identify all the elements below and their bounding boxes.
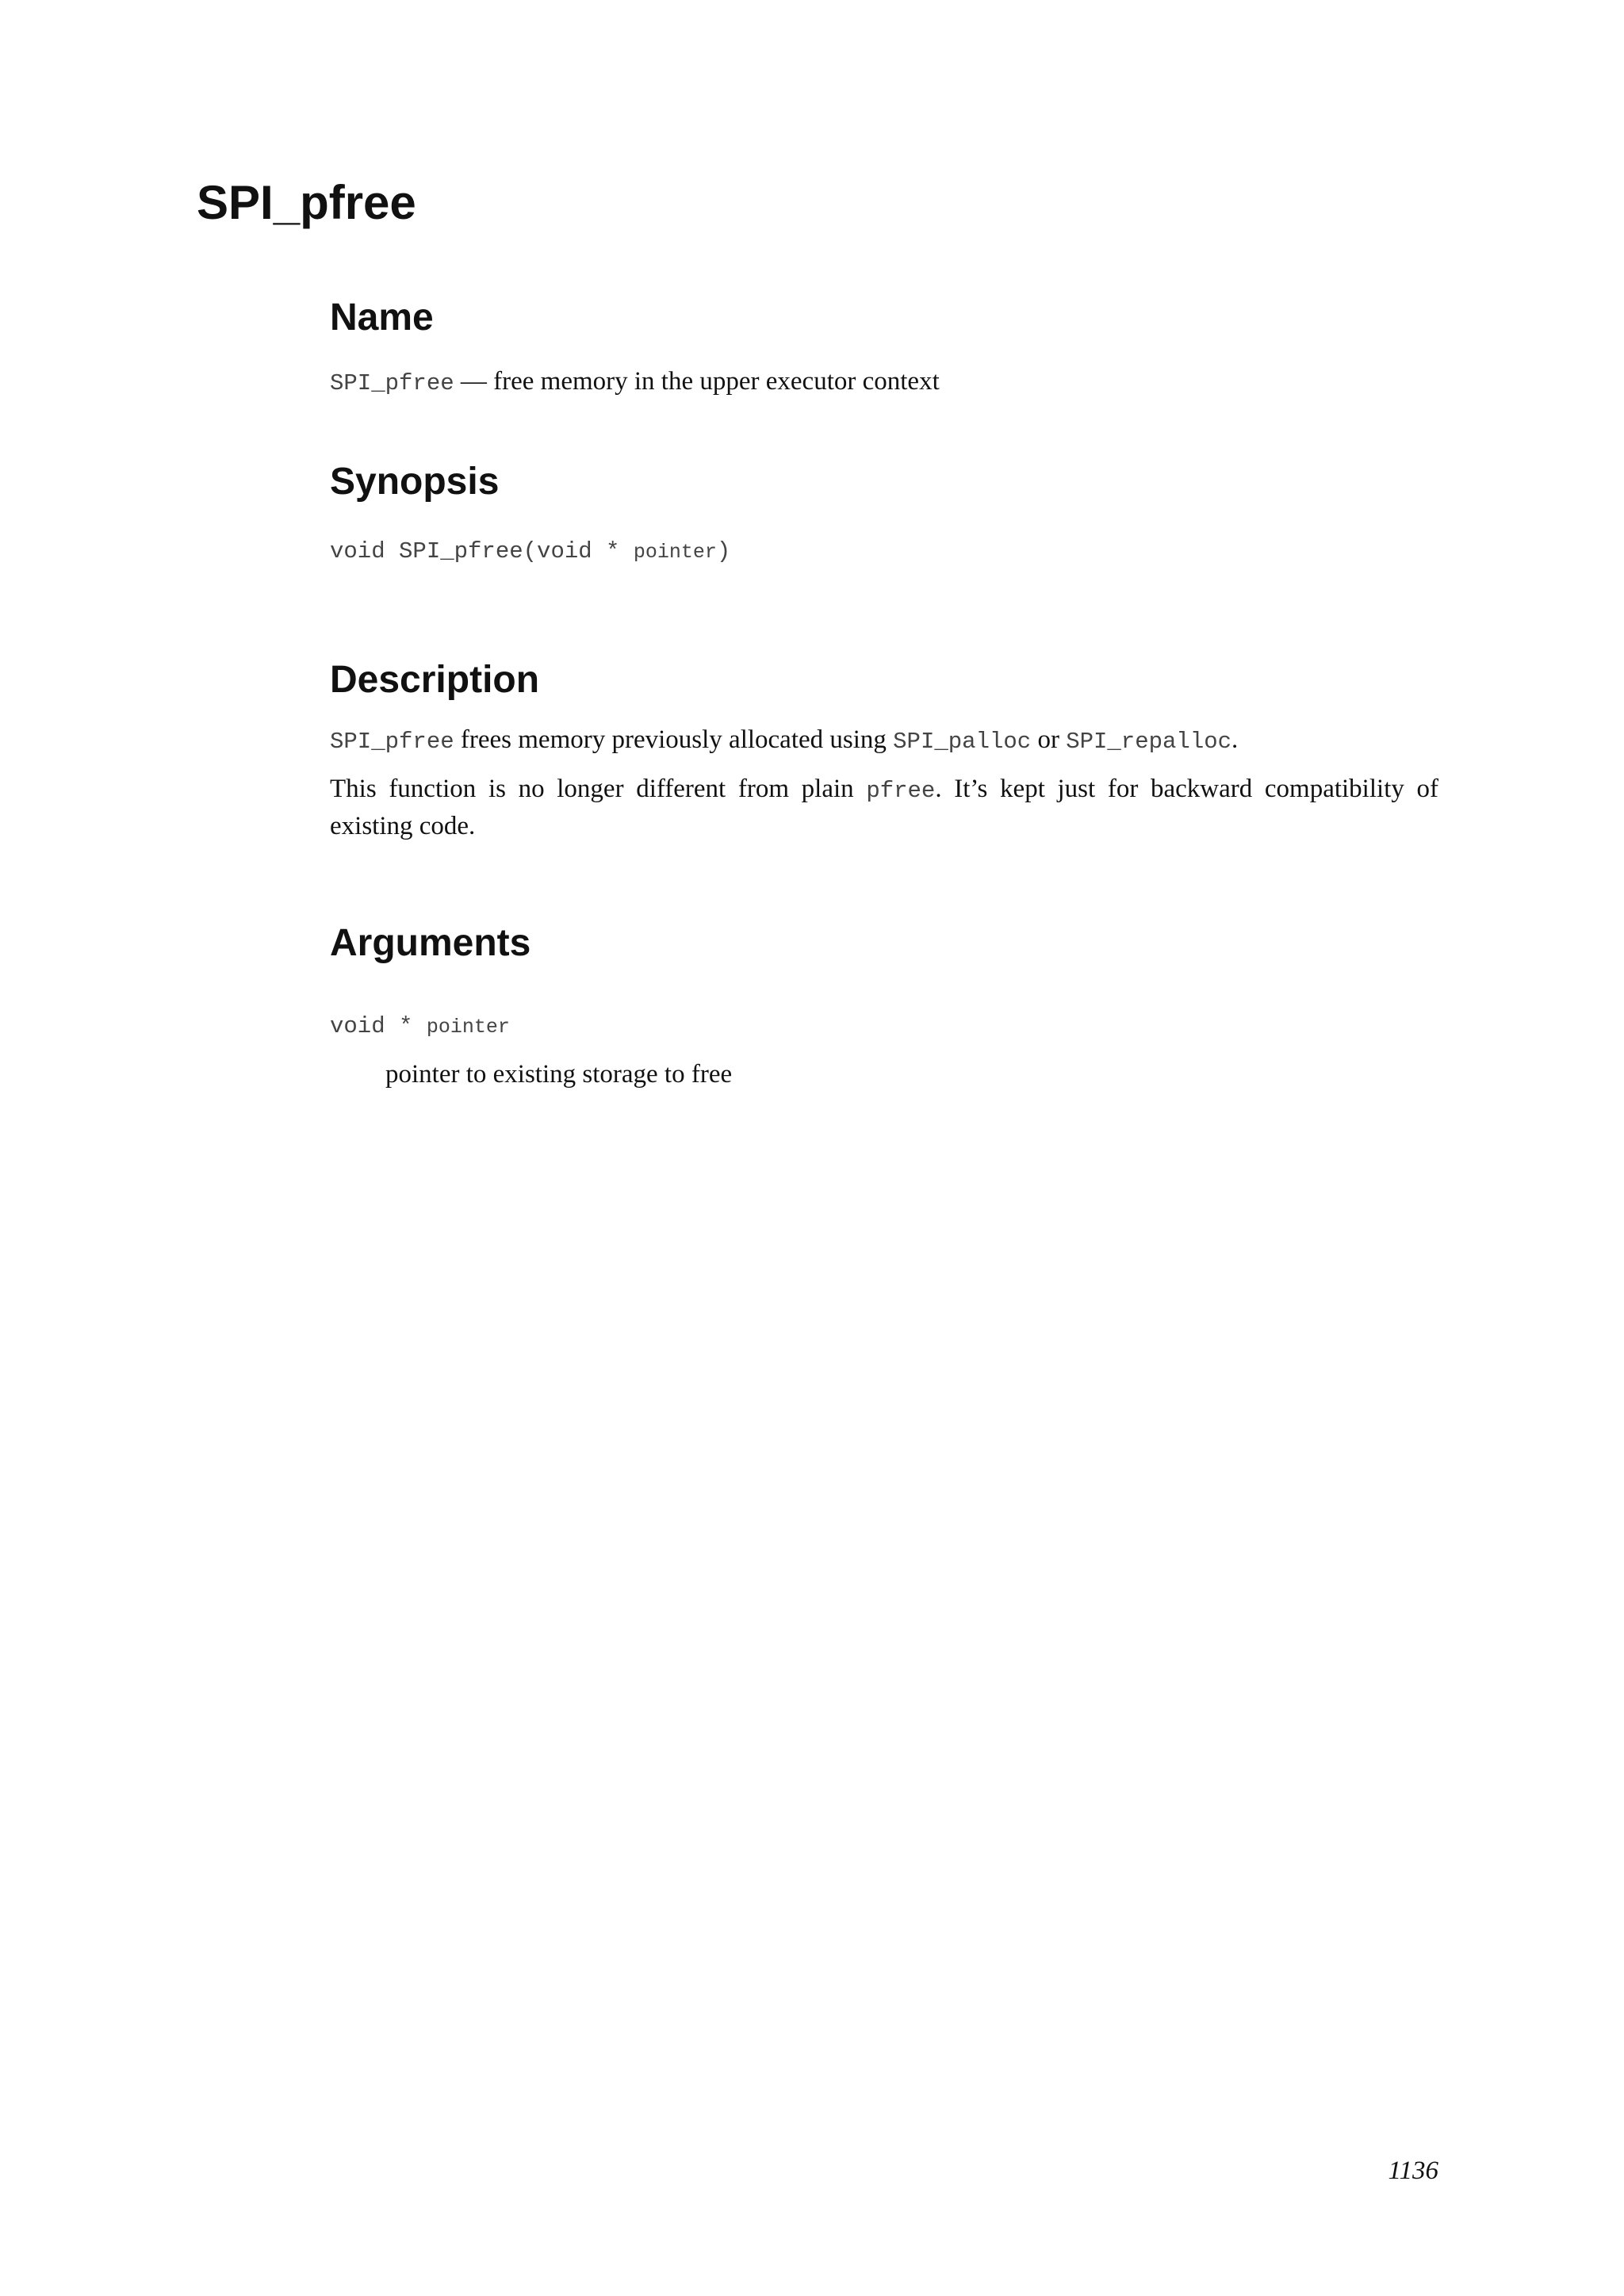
argument-description: pointer to existing storage to free — [385, 1060, 733, 1089]
desc-text: . — [1231, 725, 1239, 754]
signature-prefix: void SPI_pfree(void * — [330, 538, 634, 564]
repalloc-ref: SPI_repalloc — [1066, 729, 1232, 755]
palloc-ref: SPI_palloc — [893, 729, 1032, 755]
desc-text: This function is no longer different from plain — [330, 775, 867, 803]
argument-name: pointer — [426, 1016, 510, 1039]
desc-text: . It’s kept just for backward compatibility of existing code. — [330, 775, 1439, 840]
page-title: SPI_pfree — [197, 176, 416, 229]
name-line — [330, 364, 1438, 401]
description-paragraph-2 — [330, 771, 1438, 844]
description-paragraph-1 — [330, 722, 1438, 760]
synopsis-heading: Synopsis — [330, 461, 500, 503]
function-name: SPI_pfree — [330, 370, 454, 396]
signature-suffix: ) — [716, 538, 731, 564]
synopsis-signature — [330, 534, 730, 572]
argument-type: void * — [330, 1013, 427, 1039]
desc-function-name: SPI_pfree — [330, 729, 454, 755]
signature-param: pointer — [633, 541, 717, 564]
function-summary: — free memory in the upper executor context — [454, 367, 940, 396]
desc-text: frees memory previously allocated using — [454, 725, 894, 754]
description-heading: Description — [330, 659, 540, 701]
page-number: 1136 — [1388, 2156, 1438, 2185]
arguments-heading: Arguments — [330, 922, 531, 964]
desc-text: or — [1031, 725, 1067, 754]
name-heading: Name — [330, 297, 434, 339]
pfree-ref: pfree — [866, 778, 936, 804]
argument-term — [330, 1009, 510, 1047]
